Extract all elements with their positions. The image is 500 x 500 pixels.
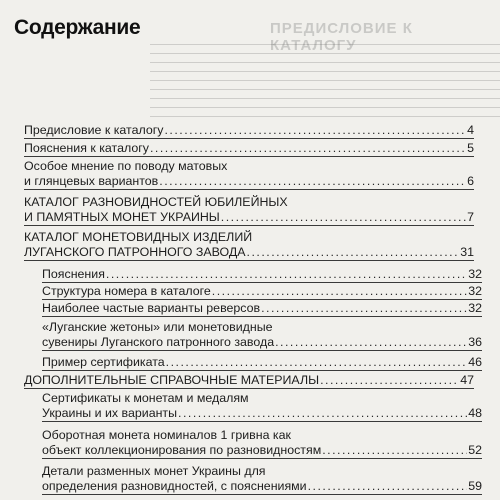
toc-entry[interactable] [42,464,482,495]
dot-leader [322,443,467,458]
toc-entry[interactable] [42,355,482,371]
dot-leader [320,373,459,388]
toc-page-number: 47 [460,373,474,387]
toc-entry[interactable] [24,159,474,190]
toc-entry-text: Пояснения [42,267,105,281]
toc-entry-text: Пояснения к каталогу [24,141,149,155]
toc-page-number: 32 [468,284,482,298]
toc-entry-text: «Луганские жетоны» или монетовидные [42,320,273,334]
toc-entry-text: Наиболее частые варианты реверсов [42,301,261,315]
toc-entry[interactable] [24,123,474,139]
toc-entry-text: Структура номера в каталоге [42,284,211,298]
toc-page-number: 32 [468,301,482,315]
dot-leader [178,406,467,421]
toc-page-number: 7 [467,210,474,224]
toc-page-number: 59 [468,479,482,493]
toc-page-number: 5 [467,141,474,155]
dot-leader [166,355,468,370]
toc-page-number: 52 [468,443,482,457]
toc-page-number: 4 [467,123,474,137]
toc-entry-text: Предисловие к каталогу [24,123,164,137]
toc-entry-text: Сертификаты к монетам и медалям [42,391,249,405]
toc-page-number: 36 [468,335,482,349]
dot-leader [308,479,468,494]
dot-leader [221,210,466,225]
dot-leader [164,123,466,138]
toc-entry-text: определения разновидностей, с пояснениями [42,479,307,493]
toc-entry[interactable] [42,391,482,422]
toc-entry[interactable] [24,373,474,389]
toc-entry[interactable] [42,267,482,283]
dot-leader [150,141,466,156]
toc-entry-text: объект коллекционирования по разновидностям [42,443,322,457]
toc-entry[interactable] [24,141,474,157]
dot-leader [275,335,467,350]
toc-entry-text: сувениры Луганского патронного завода [42,335,275,349]
toc-entry-text: Пример сертификата [42,355,165,369]
page-title: Содержание [14,16,141,39]
toc-page-number: 31 [460,245,474,259]
dot-leader [247,245,460,260]
toc-entry-text: Особое мнение по поводу матовых [24,159,228,173]
toc-entry-text: И ПАМЯТНЫХ МОНЕТ УКРАИНЫ [24,210,220,224]
toc-entry[interactable] [42,301,482,317]
toc-entry-text: Оборотная монета номиналов 1 гривна как [42,428,291,442]
toc-page-number: 48 [468,406,482,420]
toc-entry[interactable] [42,428,482,459]
dot-leader [261,301,467,316]
toc-entry-text: ДОПОЛНИТЕЛЬНЫЕ СПРАВОЧНЫЕ МАТЕРИАЛЫ [24,373,320,387]
toc-entry[interactable] [24,230,474,261]
dot-leader [159,174,466,189]
toc-page-number: 6 [467,174,474,188]
toc-entry-text: Украины и их варианты [42,406,178,420]
toc-entry-text: КАТАЛОГ РАЗНОВИДНОСТЕЙ ЮБИЛЕЙНЫХ [24,195,288,209]
toc-entry-text: и глянцевых вариантов [24,174,159,188]
toc-entry-text: Детали разменных монет Украины для [42,464,266,478]
toc-entry[interactable] [42,320,482,351]
toc-entry-text: ЛУГАНСКОГО ПАТРОННОГО ЗАВОДА [24,245,246,259]
dot-leader [212,284,467,299]
facing-page-title: ПРЕДИСЛОВИЕ К КАТАЛОГУ [270,20,413,54]
toc-page-number: 46 [468,355,482,369]
dot-leader [106,267,467,282]
toc-entry-text: КАТАЛОГ МОНЕТОВИДНЫХ ИЗДЕЛИЙ [24,230,253,244]
toc-page-number: 32 [468,267,482,281]
toc-entry[interactable] [24,195,474,226]
toc-entry[interactable] [42,284,482,300]
